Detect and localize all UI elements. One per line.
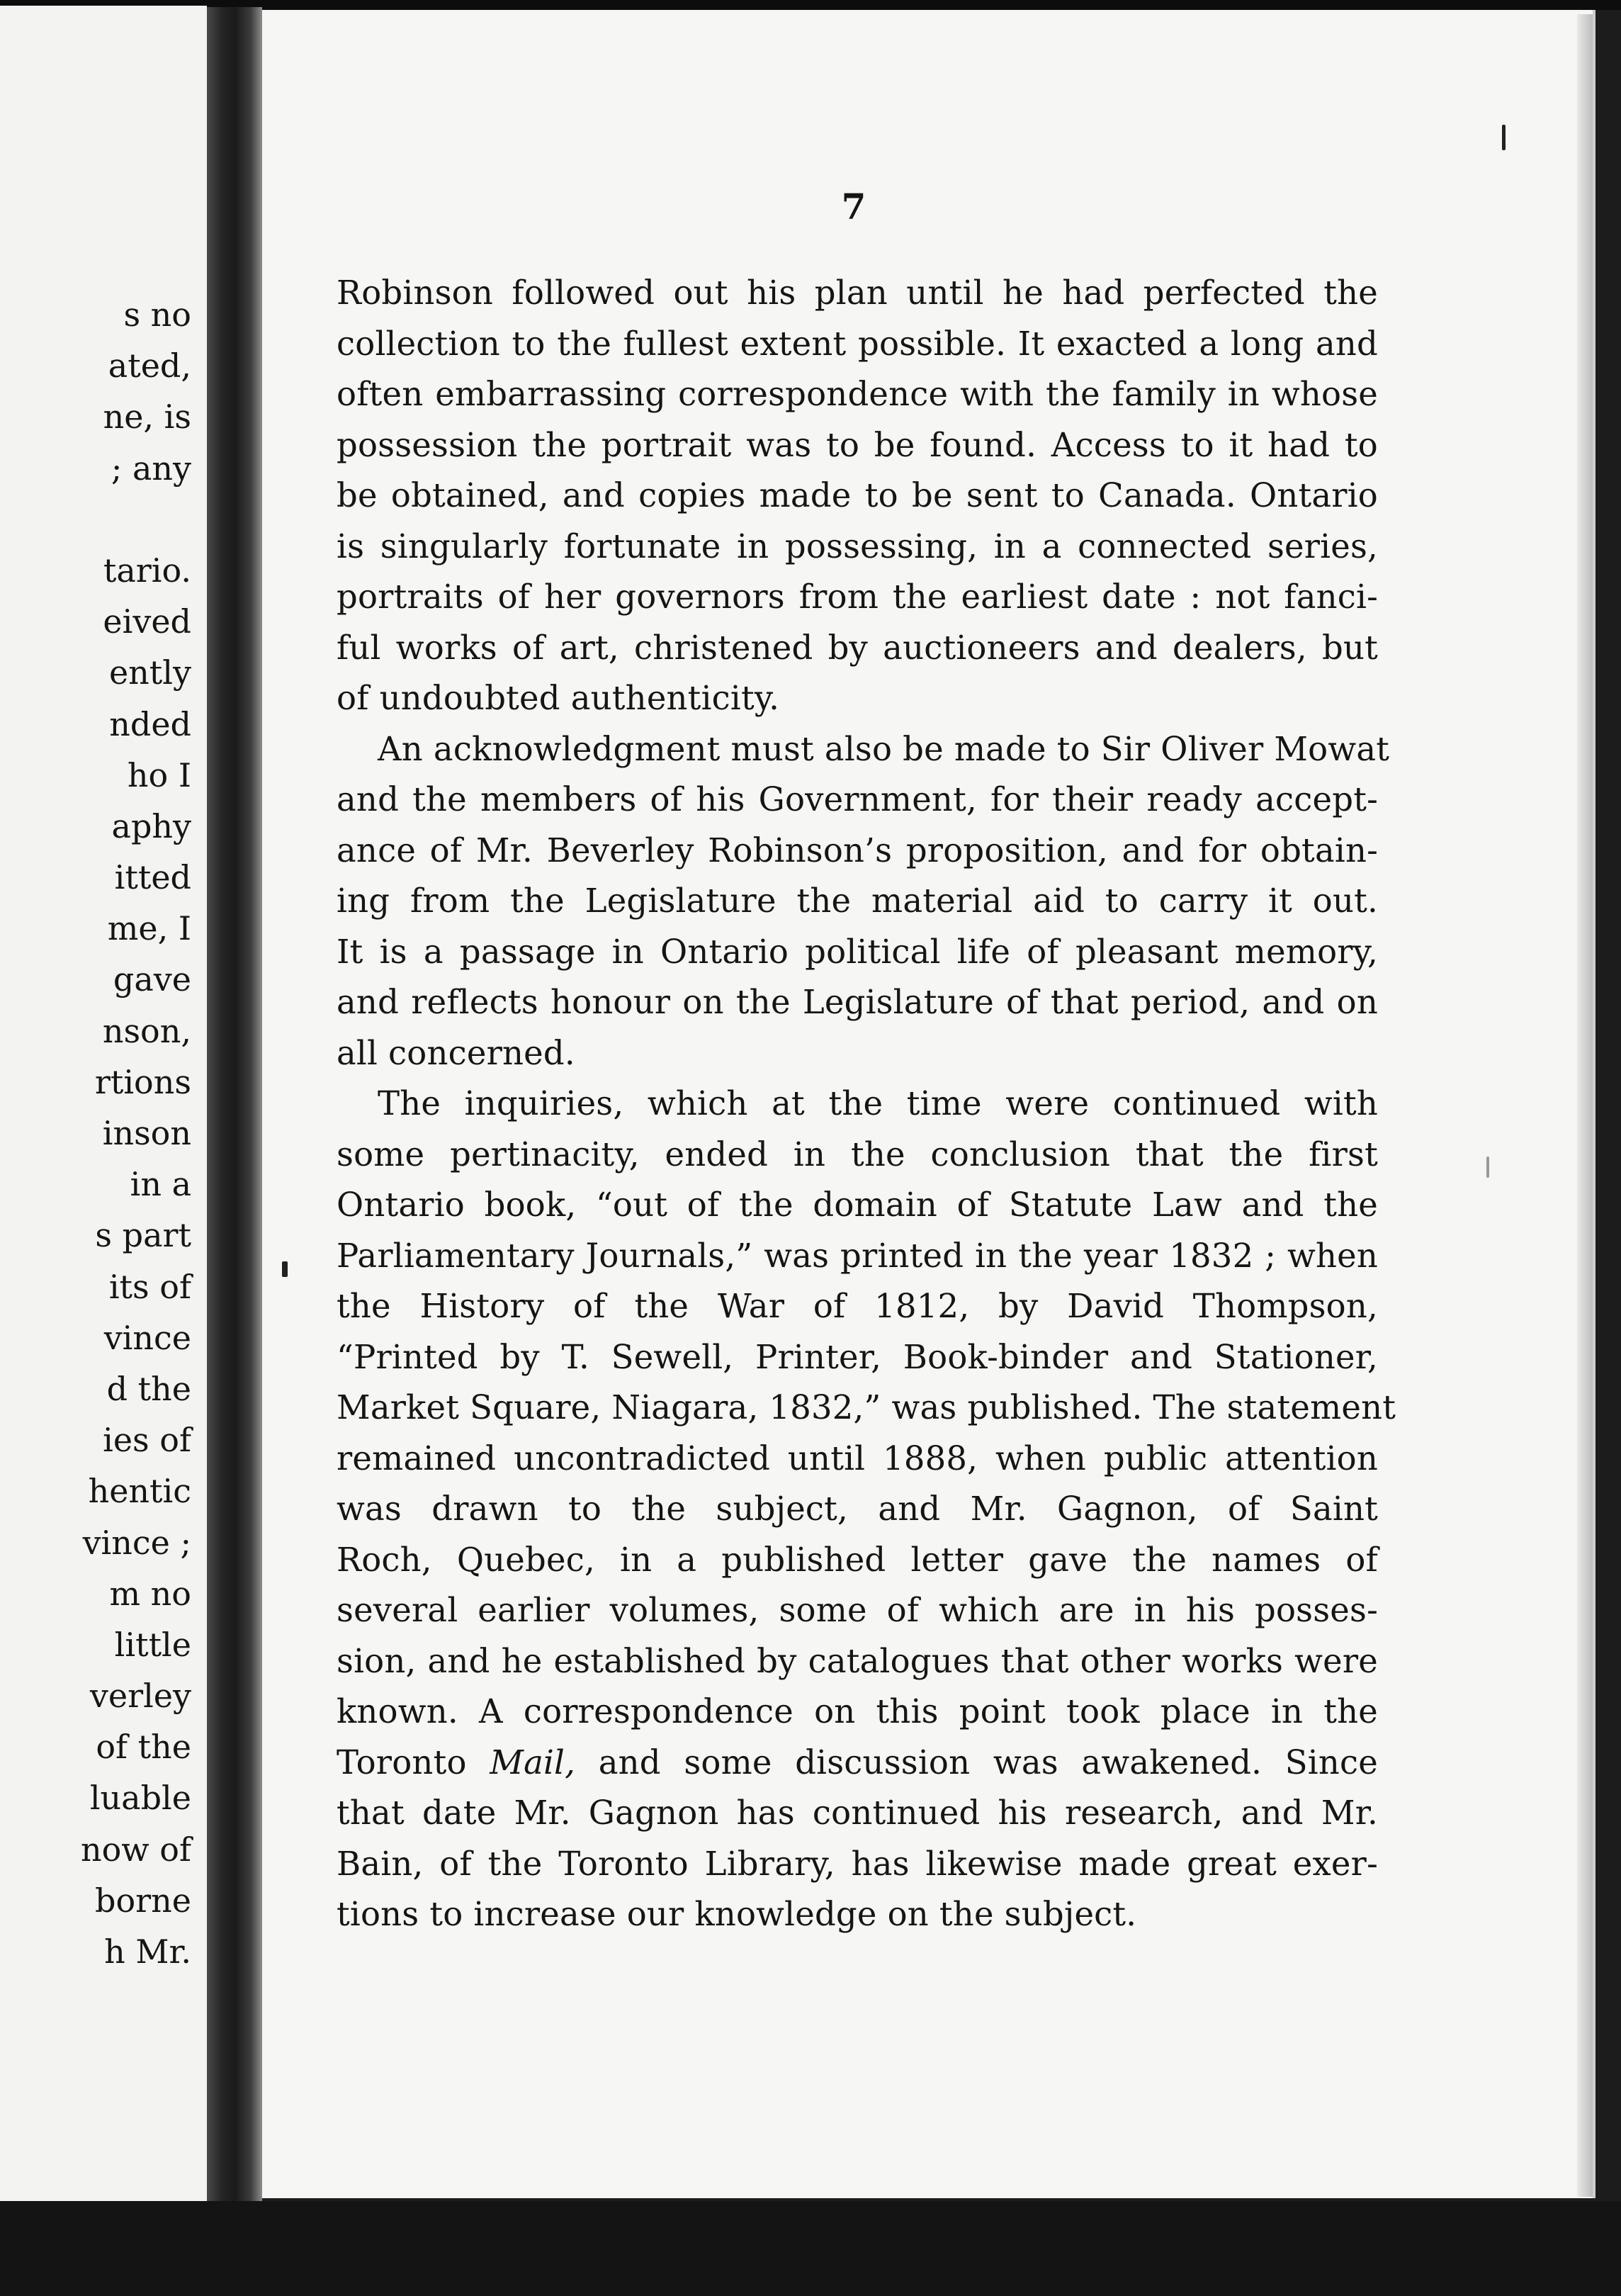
text-line: Market Square, Niagara, 1832,” was published. The statement [337,1388,1396,1426]
text-line: Robinson followed out his plan until he had perfected the [337,274,1378,312]
left-page-line-fragment: borne [95,1881,191,1920]
scan-speck [1486,1157,1489,1178]
left-page-line-fragment: s part [95,1216,191,1255]
left-page-line-fragment: in a [130,1165,191,1204]
paragraph-2 [337,724,1390,1079]
left-page-line-fragment: m no [109,1574,191,1613]
left-page-text [0,289,207,1977]
left-page-line-fragment: nson, [102,1011,191,1050]
text-line-with-italic: Toronto Mail, and some discussion was awakened. Since [337,1743,1378,1782]
left-page-line-fragment: now of [80,1830,191,1869]
scan-bottom-border [0,2201,1621,2296]
text-line: and the members of his Government, for their ready accept- [337,780,1378,818]
left-page-line-fragment: aphy [111,806,191,845]
text-line: known. A correspondence on this point took place in the [337,1692,1378,1731]
scan-speck [282,1261,288,1277]
paragraph-3 [337,1079,1396,1940]
left-page-fragment [0,6,207,2201]
left-page-line-fragment: luable [89,1779,191,1818]
left-page-line-fragment: gave [113,960,191,999]
text-line: Roch, Quebec, in a published letter gave the names of [337,1540,1378,1579]
text-line: An acknowledgment must also be made to Sir Oliver Mowat [378,729,1390,768]
paragraph-1 [337,268,1378,724]
page-body-text [337,268,1396,1940]
left-page-line-fragment: verley [89,1677,191,1716]
left-page-line-fragment: of the [96,1728,191,1767]
left-page-line-fragment: hentic [88,1472,191,1511]
left-page-line-fragment: rtions [94,1062,191,1101]
page-edge-shadow [1577,14,1593,2197]
left-page-line-fragment: little [114,1625,191,1664]
left-page-line-fragment: vince ; [82,1523,191,1562]
text-line: tions to increase our knowledge on the subject. [337,1895,1137,1933]
left-page-line-fragment: s no [123,296,191,334]
text-line: The inquiries, which at the time were continued with [378,1084,1378,1122]
text-line: and reflects honour on the Legislature of that period, and on [337,983,1378,1021]
text-line: It is a passage in Ontario political life of pleasant memory, [337,932,1378,971]
text-line: all concerned. [337,1033,575,1072]
left-page-line-fragment: inson [102,1114,191,1152]
left-page-line-fragment: ho I [127,755,191,794]
text-line: sion, and he established by catalogues that other works were [337,1641,1378,1680]
left-page-line-fragment: tario. [103,551,191,590]
text-line: Bain, of the Toronto Library, has likewise made great exer- [337,1844,1378,1883]
text-line: collection to the fullest extent possible. It exacted a long and [337,324,1378,363]
text-line: be obtained, and copies made to be sent to Canada. Ontario [337,476,1378,514]
newspaper-title-mail: Mail, [490,1743,576,1782]
book-gutter [207,7,262,2202]
left-page-line-fragment: d the [106,1369,191,1408]
left-page-line-fragment: ; any [111,449,191,488]
left-page-line-fragment: ated, [108,347,191,386]
left-page-line-fragment: eived [103,602,191,641]
left-page-line-fragment: vince [103,1318,191,1357]
text-line: ing from the Legislature the material aid to carry it out. [337,882,1378,920]
text-line: ance of Mr. Beverley Robinson’s proposition, and for obtain- [337,831,1378,870]
left-page-line-fragment: me, I [107,909,191,948]
text-line: “Printed by T. Sewell, Printer, Book-binder and Stationer, [337,1337,1378,1376]
text-line: several earlier volumes, some of which are in his posses- [337,1591,1378,1629]
text-line: portraits of her governors from the earliest date : not fanci- [337,578,1378,616]
text-line: remained uncontradicted until 1888, when public attention [337,1439,1378,1478]
page-number: 7 [841,186,866,227]
text-line: was drawn to the subject, and Mr. Gagnon, of Saint [337,1490,1378,1528]
left-page-line-fragment: its of [108,1267,191,1306]
text-line: possession the portrait was to be found. Access to it had to [337,425,1378,464]
text-line: ful works of art, christened by auctioneers and dealers, but [337,628,1378,667]
left-page-line-fragment: ne, is [103,398,191,437]
text-line: often embarrassing correspondence with the family in whose [337,375,1378,413]
text-line: Parliamentary Journals,” was printed in the year 1832 ; when [337,1236,1378,1275]
text-line: is singularly fortunate in possessing, in a connected series, [337,527,1378,565]
text-line: of undoubted authenticity. [337,679,780,717]
text-line: that date Mr. Gagnon has continued his research, and Mr. [337,1794,1378,1832]
left-page-line-fragment: nded [109,704,191,743]
left-page-line-fragment: itted [114,858,191,897]
text-line: the History of the War of 1812, by David Thompson, [337,1287,1378,1325]
scan-speck [1502,125,1506,150]
text-line: Ontario book, “out of the domain of Statute Law and the [337,1186,1378,1224]
left-page-line-fragment: ies of [103,1421,191,1460]
left-page-line-fragment: h Mr. [104,1932,191,1971]
left-page-line-fragment [0,494,191,545]
text-line: some pertinacity, ended in the conclusion that the first [337,1135,1378,1174]
left-page-line-fragment: ently [108,653,191,692]
